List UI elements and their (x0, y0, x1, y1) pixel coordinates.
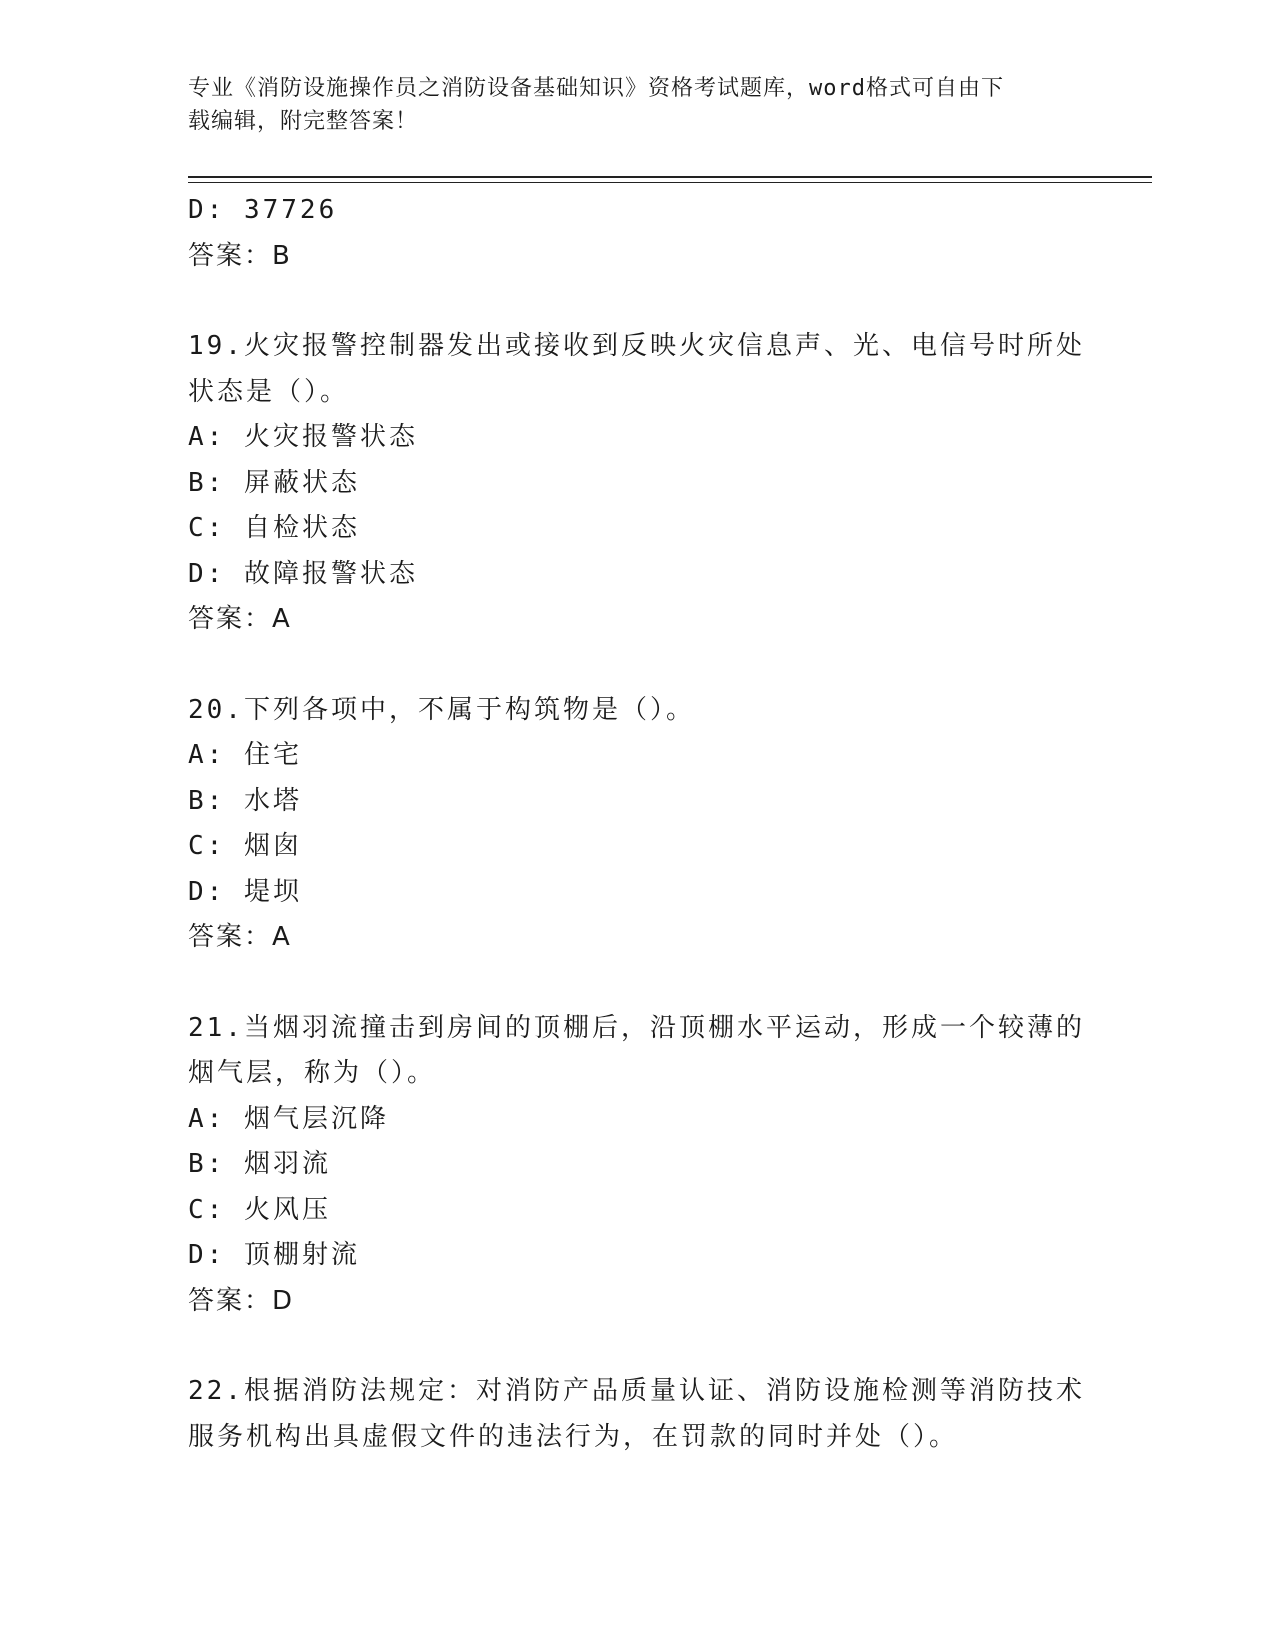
question-stem: 22.根据消防法规定：对消防产品质量认证、消防设施检测等消防技术 (188, 1376, 1085, 1406)
option-c: C: 火风压 (188, 1194, 331, 1225)
option-b: B: 水塔 (188, 785, 302, 816)
spacer (188, 1324, 1088, 1369)
option-c: C: 烟囱 (188, 831, 302, 861)
question-19 (188, 324, 1088, 643)
header-divider-thick (188, 176, 1152, 178)
question-list (188, 188, 1088, 1460)
question-21 (188, 1006, 1088, 1325)
previous-question-tail (188, 188, 1088, 279)
spacer (188, 961, 1088, 1006)
question-stem: 20.下列各项中，不属于构筑物是（）。 (188, 694, 695, 725)
question-22 (188, 1369, 1088, 1460)
document-header (188, 72, 1088, 138)
question-stem: 服务机构出具虚假文件的违法行为，在罚款的同时并处（）。 (188, 1421, 959, 1452)
option-a: A: 烟气层沉降 (188, 1103, 389, 1134)
header-line-2: 载编辑，附完整答案！ (188, 109, 419, 134)
option-d: D: 37726 (188, 195, 338, 225)
option-b: B: 烟羽流 (188, 1149, 331, 1179)
answer-line: 答案：B (188, 240, 292, 271)
answer-line: 答案：A (188, 922, 292, 952)
option-d: D: 顶棚射流 (188, 1240, 360, 1270)
spacer (188, 643, 1088, 688)
spacer (188, 279, 1088, 324)
option-a: A: 火灾报警状态 (188, 422, 418, 452)
question-stem: 状态是（）。 (188, 376, 350, 407)
option-c: C: 自检状态 (188, 513, 360, 543)
option-b: B: 屏蔽状态 (188, 467, 360, 498)
option-a: A: 住宅 (188, 740, 302, 770)
question-20 (188, 688, 1088, 961)
option-d: D: 故障报警状态 (188, 558, 418, 589)
answer-line: 答案：D (188, 1285, 295, 1316)
answer-line: 答案：A (188, 604, 292, 634)
question-stem: 21.当烟羽流撞击到房间的顶棚后，沿顶棚水平运动，形成一个较薄的 (188, 1012, 1085, 1043)
question-stem: 烟气层，称为（）。 (188, 1058, 437, 1088)
question-stem: 19.火灾报警控制器发出或接收到反映火灾信息声、光、电信号时所处 (188, 331, 1085, 361)
option-d: D: 堤坝 (188, 876, 302, 907)
header-line-1: 专业《消防设施操作员之消防设备基础知识》资格考试题库，word格式可自由下 (188, 76, 1004, 101)
header-divider-thin (188, 182, 1152, 183)
